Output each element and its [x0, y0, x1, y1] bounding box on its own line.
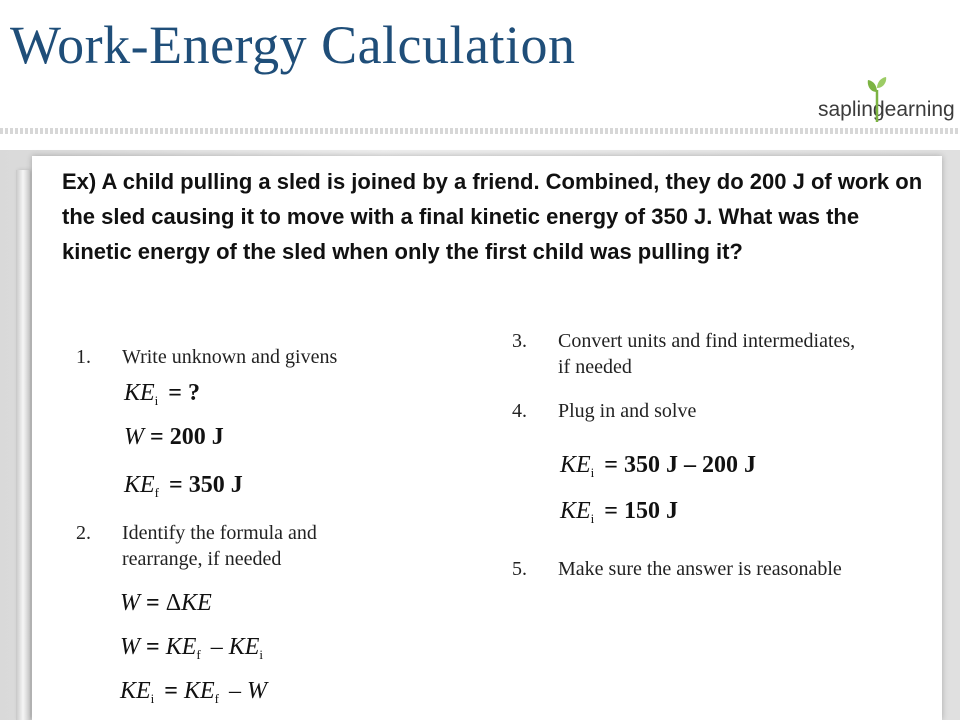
step-text: Write unknown and givens: [122, 346, 338, 368]
step-text: Identify the formula and rearrange, if needed: [122, 522, 317, 570]
step-5: [512, 556, 932, 586]
slide-title: Work-Energy Calculation: [10, 15, 576, 75]
equation-w-kef-minus-kei: $W = KE_f - KE_i$: [120, 634, 263, 662]
logo-word-learning: learning: [880, 98, 955, 121]
sapling-learning-logo: [818, 76, 958, 126]
equation-plug-in: $KE_i = 350$ J – 200 J: [560, 452, 756, 480]
step-text: Plug in and solve: [558, 400, 697, 422]
step-number: 5.: [512, 558, 527, 580]
step-number: 3.: [512, 330, 527, 352]
equation-kei-rearranged: $KE_i = KE_f - W$: [120, 678, 267, 706]
logo-word-sapling: sapling: [818, 98, 885, 121]
equation-kef-given: $KE_f = 350$ J: [124, 472, 243, 500]
step-number: 1.: [76, 346, 91, 368]
step-1: [76, 344, 456, 374]
notebook-spine: [16, 170, 30, 720]
step-text: Convert units and find intermediates, if needed: [558, 330, 856, 378]
header-divider: [0, 128, 960, 134]
step-number: 2.: [76, 522, 91, 544]
step-3: [512, 328, 932, 384]
equation-kei-unknown: $KE_i$ = ?: [124, 380, 200, 408]
equation-answer: $KE_i = 150$ J: [560, 498, 678, 526]
step-2: [76, 520, 406, 576]
equation-w-given: W = 200 J: [124, 424, 224, 450]
step-4: [512, 398, 812, 428]
step-text: Make sure the answer is reasonable: [558, 558, 842, 580]
example-question: Ex) A child pulling a sled is joined by a friend. Combined, they do 200 J of work on the sled causing it to move with a final kinetic energy of 350 J. What was the kinetic energy of the sled when only the first child was pulling it?: [62, 169, 923, 264]
equation-w-delta-ke: W = ΔKE: [120, 590, 212, 616]
step-number: 4.: [512, 400, 527, 422]
